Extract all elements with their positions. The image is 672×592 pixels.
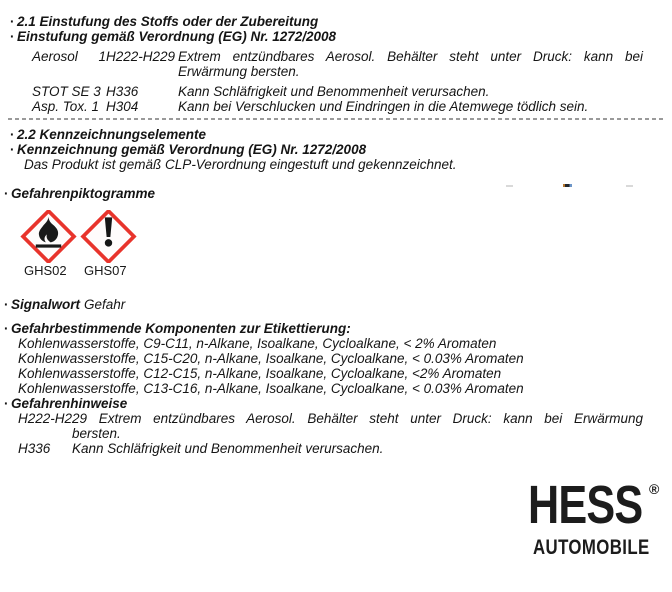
bullet: ·	[4, 396, 9, 411]
section-2-2-subheading-text: Kennzeichnung gemäß Verordnung (EG) Nr. 1272/2008	[17, 142, 367, 157]
section-2-1-heading-text: 2.1 Einstufung des Stoffs oder der Zubereitung	[17, 14, 319, 29]
scan-artifact	[626, 185, 633, 187]
scan-artifact	[506, 185, 513, 187]
labeling-components-heading	[4, 321, 351, 336]
pictograms-heading-text: Gefahrenpiktogramme	[11, 186, 156, 201]
hazard-class-cell: Asp. Tox. 1	[32, 99, 100, 114]
logo-subtitle: AUTOMOBILE	[533, 536, 650, 559]
section-2-1-subheading-text: Einstufung gemäß Verordnung (EG) Nr. 1272/2008	[17, 29, 337, 44]
pictograms-heading	[4, 186, 155, 201]
statement-text: Extrem entzündbares Aerosol. Behälter steht unter Druck: kann bei Erwärmung	[98, 411, 643, 426]
statement-code: H222-H229	[18, 411, 88, 426]
signal-word-label: Signalwort	[11, 297, 81, 312]
statement-text: Kann Schläfrigkeit und Benommenheit verursachen.	[72, 441, 384, 456]
component-line: Kohlenwasserstoffe, C15-C20, n-Alkane, Isoalkane, Cycloalkane, < 0.03% Aromaten	[18, 351, 524, 366]
flame-baseline-bar	[36, 244, 61, 247]
bullet: ·	[4, 186, 9, 201]
hazard-text: Kann bei Verschlucken und Eindringen in die Atemwege tödlich sein.	[178, 99, 589, 114]
bullet: ·	[10, 14, 15, 29]
hazard-text: Kann Schläfrigkeit und Benommenheit verursachen.	[178, 84, 490, 99]
classification-row-aerosol	[32, 49, 643, 64]
logo-wordmark: HESS	[528, 475, 643, 535]
section-separator-dashed-line	[8, 118, 663, 120]
hazard-class-cell: STOT SE 3	[32, 84, 101, 99]
section-2-2-subheading	[10, 142, 366, 157]
ghs07-exclamation-icon	[80, 210, 137, 263]
section-2-1-subheading	[10, 29, 336, 44]
hazard-statement-row-h336	[18, 441, 643, 456]
section-2-2-heading-text: 2.2 Kennzeichnungselemente	[17, 127, 207, 142]
component-line: Kohlenwasserstoffe, C12-C15, n-Alkane, Isoalkane, Cycloalkane, <2% Aromaten	[18, 366, 502, 381]
bullet: ·	[10, 29, 15, 44]
hazard-code-cell: H304	[106, 99, 139, 114]
bullet: ·	[4, 321, 9, 336]
bullet: ·	[10, 127, 15, 142]
bullet: ·	[10, 142, 15, 157]
component-line: Kohlenwasserstoffe, C13-C16, n-Alkane, Isoalkane, Cycloalkane, < 0.03% Aromaten	[18, 381, 524, 396]
exclamation-dot	[105, 239, 112, 246]
ghs02-label: GHS02	[24, 263, 67, 278]
signal-word-line	[4, 297, 125, 312]
classification-row-aerosol-wrap: Erwärmung bersten.	[178, 64, 300, 79]
hazard-statements-heading	[4, 396, 127, 411]
bullet: ·	[4, 297, 9, 312]
statement-code: H336	[18, 441, 51, 456]
signal-word-value: Gefahr	[84, 297, 126, 312]
section-2-2-heading	[10, 127, 206, 142]
hazard-class-cell: Aerosol 1	[32, 49, 106, 64]
hazard-code-cell: H222-H229	[106, 49, 176, 64]
scan-artifact	[563, 184, 572, 187]
labeling-components-heading-text: Gefahrbestimmende Komponenten zur Etikettierung:	[11, 321, 351, 336]
ghs07-label: GHS07	[84, 263, 127, 278]
clp-note: Das Produkt ist gemäß CLP-Verordnung eingestuft und gekennzeichnet.	[24, 157, 457, 172]
classification-row-asp-tox	[32, 99, 643, 114]
classification-row-stot	[32, 84, 643, 99]
section-2-1-heading	[10, 14, 318, 29]
hazard-text: Extrem entzündbares Aerosol. Behälter steht unter Druck: kann bei	[178, 49, 643, 64]
hazard-statement-row-h222-wrap: bersten.	[72, 426, 121, 441]
hess-automobile-logo	[528, 475, 670, 563]
hazard-code-cell: H336	[106, 84, 139, 99]
ghs02-flame-icon	[20, 210, 77, 263]
registered-trademark-symbol: ®	[649, 481, 660, 497]
hazard-statements-heading-text: Gefahrenhinweise	[11, 396, 128, 411]
hazard-statement-row-h222	[18, 411, 643, 426]
component-line: Kohlenwasserstoffe, C9-C11, n-Alkane, Isoalkane, Cycloalkane, < 2% Aromaten	[18, 336, 497, 351]
